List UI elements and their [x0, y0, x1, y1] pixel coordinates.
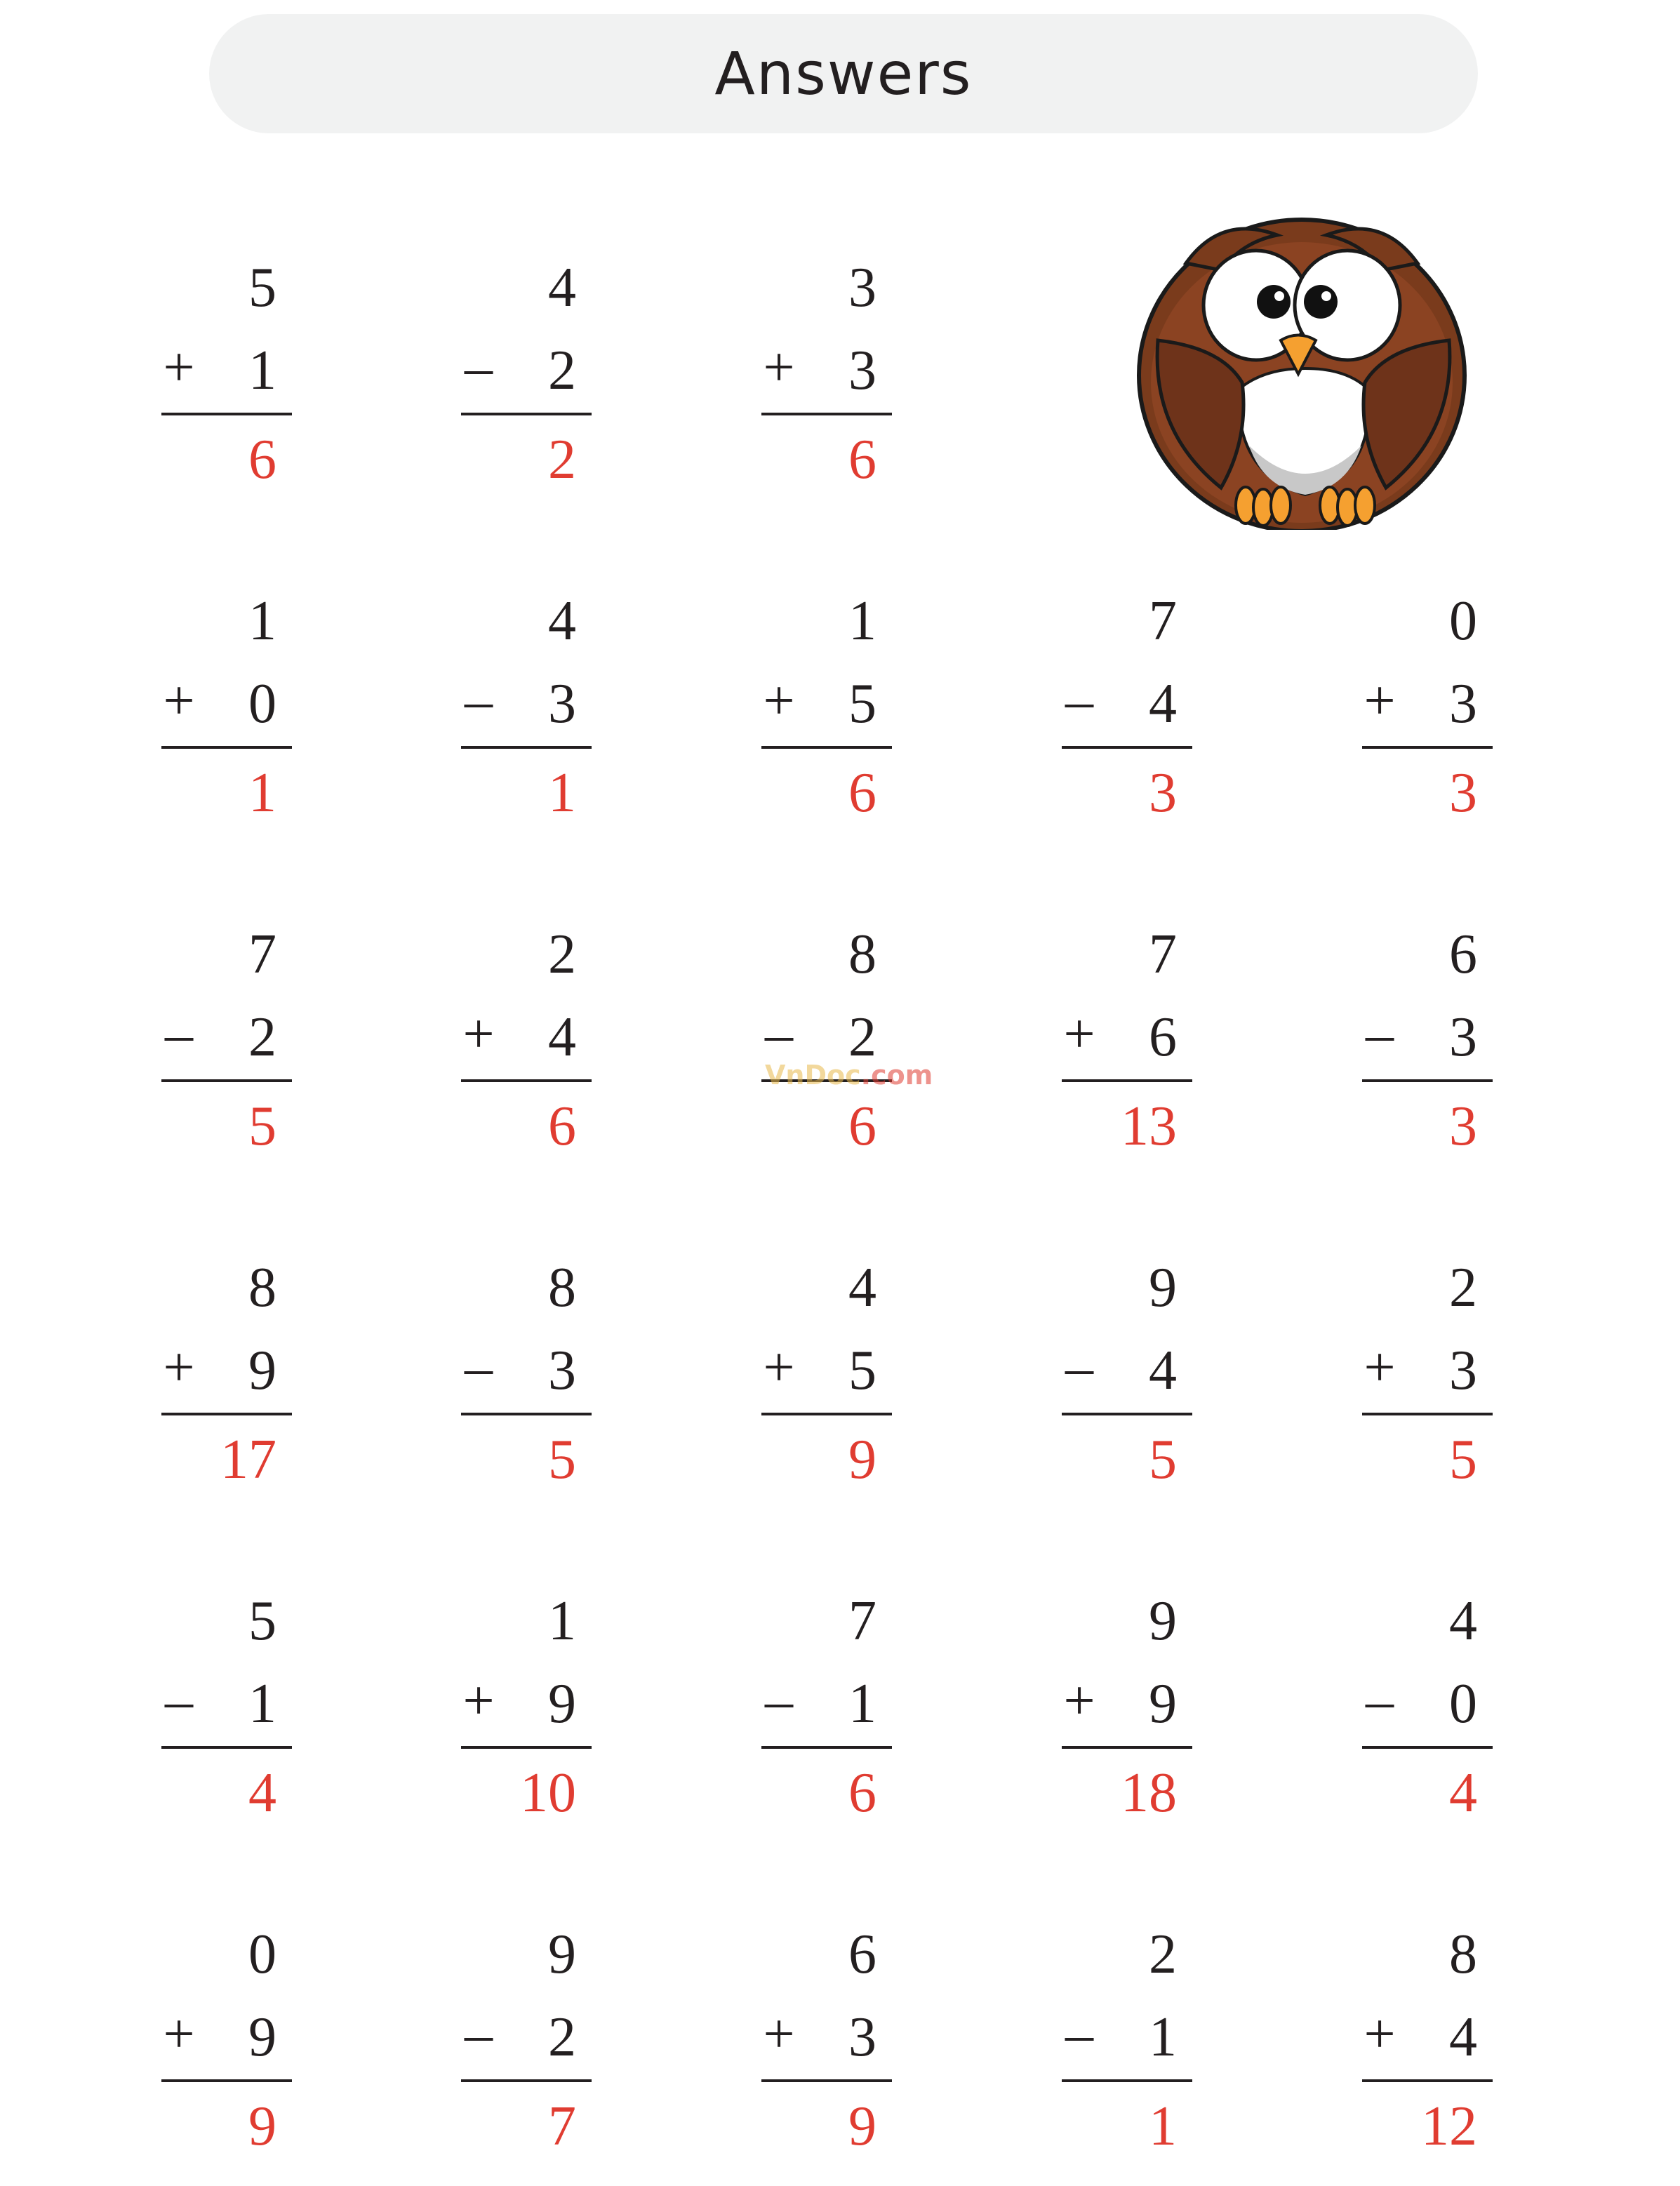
minus-sign: –	[465, 670, 493, 732]
sum-line	[161, 1746, 292, 1749]
problem-8	[1362, 590, 1495, 853]
second-operand: 3	[1449, 673, 1477, 735]
first-operand: 1	[548, 1590, 576, 1652]
sum-line	[461, 413, 592, 415]
first-operand: 4	[848, 1257, 876, 1319]
first-operand: 5	[248, 257, 276, 319]
plus-sign: +	[462, 1004, 495, 1065]
first-operand: 4	[548, 590, 576, 652]
problem-15	[461, 1257, 594, 1519]
minus-sign: –	[465, 1337, 493, 1399]
problem-17	[1062, 1257, 1195, 1519]
answer: 1	[248, 762, 276, 824]
problem-9	[161, 926, 295, 1186]
answer: 13	[1121, 1095, 1177, 1157]
first-operand: 2	[1149, 1924, 1177, 1985]
second-operand: 3	[848, 2006, 876, 2068]
plus-sign: +	[163, 2004, 195, 2065]
second-operand: 1	[248, 1673, 276, 1735]
sum-line	[761, 746, 892, 749]
minus-sign: –	[465, 2004, 493, 2065]
sum-line	[461, 746, 592, 749]
plus-sign: +	[763, 1337, 795, 1399]
problem-27	[1062, 1926, 1195, 2186]
plus-sign: +	[1063, 1004, 1095, 1065]
sum-line	[761, 2079, 892, 2082]
second-operand: 3	[548, 1340, 576, 1401]
problem-7	[1062, 590, 1195, 853]
second-operand: 5	[848, 673, 876, 735]
problem-14	[161, 1257, 295, 1519]
watermark	[765, 1060, 933, 1091]
sum-line	[1362, 1413, 1493, 1415]
problem-22	[1062, 1590, 1195, 1853]
answer: 17	[220, 1429, 276, 1491]
problem-13	[1362, 926, 1495, 1186]
problem-2	[461, 257, 594, 519]
sum-line	[1062, 1746, 1192, 1749]
second-operand: 9	[1149, 1673, 1177, 1735]
plus-sign: +	[1364, 1337, 1396, 1399]
plus-sign: +	[1364, 2004, 1396, 2065]
sum-line	[1062, 2079, 1192, 2082]
second-operand: 9	[248, 1340, 276, 1401]
first-operand: 2	[548, 924, 576, 985]
minus-sign: –	[1065, 670, 1093, 732]
sum-line	[461, 1079, 592, 1082]
answer: 9	[248, 2095, 276, 2157]
answer: 12	[1421, 2095, 1477, 2157]
answer: 6	[248, 429, 276, 491]
answer: 6	[848, 1762, 876, 1824]
answer: 6	[848, 429, 876, 491]
answer: 5	[248, 1095, 276, 1157]
second-operand: 1	[848, 1673, 876, 1735]
second-operand: 2	[548, 340, 576, 401]
second-operand: 3	[548, 673, 576, 735]
second-operand: 5	[848, 1340, 876, 1401]
first-operand: 9	[548, 1924, 576, 1985]
answer: 4	[248, 1762, 276, 1824]
first-operand: 4	[548, 257, 576, 319]
problem-11	[761, 926, 895, 1186]
second-operand: 9	[548, 1673, 576, 1735]
answer: 18	[1121, 1762, 1177, 1824]
answer: 5	[1449, 1429, 1477, 1491]
sum-line	[761, 1413, 892, 1415]
sum-line	[1062, 1079, 1192, 1082]
first-operand: 2	[1449, 1257, 1477, 1319]
second-operand: 3	[1449, 1340, 1477, 1401]
answer: 6	[848, 1095, 876, 1157]
first-operand: 9	[1149, 1257, 1177, 1319]
second-operand: 0	[248, 673, 276, 735]
sum-line	[761, 413, 892, 415]
minus-sign: –	[1366, 1004, 1394, 1065]
problem-28	[1362, 1926, 1495, 2186]
owl-icon	[1137, 207, 1474, 530]
problem-3	[761, 257, 895, 519]
first-operand: 8	[1449, 1924, 1477, 1985]
answer: 7	[548, 2095, 576, 2157]
plus-sign: +	[763, 337, 795, 399]
second-operand: 2	[848, 1006, 876, 1068]
first-operand: 1	[248, 590, 276, 652]
minus-sign: –	[765, 1004, 793, 1065]
watermark-suffix: .com	[860, 1060, 933, 1091]
first-operand: 3	[848, 257, 876, 319]
answer: 2	[548, 429, 576, 491]
sum-line	[161, 746, 292, 749]
plus-sign: +	[163, 1337, 195, 1399]
answer: 6	[848, 762, 876, 824]
problem-19	[161, 1590, 295, 1853]
first-operand: 7	[248, 924, 276, 985]
minus-sign: –	[1065, 1337, 1093, 1399]
problem-6	[761, 590, 895, 853]
sum-line	[161, 1413, 292, 1415]
second-operand: 1	[248, 340, 276, 401]
sum-line	[1362, 746, 1493, 749]
problem-25	[461, 1926, 594, 2186]
sum-line	[461, 1746, 592, 1749]
problem-12	[1062, 926, 1195, 1186]
problem-16	[761, 1257, 895, 1519]
second-operand: 3	[1449, 1006, 1477, 1068]
answer: 1	[548, 762, 576, 824]
watermark-brand: VnDoc	[765, 1060, 861, 1091]
sum-line	[161, 1079, 292, 1082]
problem-5	[461, 590, 594, 853]
second-operand: 6	[1149, 1006, 1177, 1068]
answer: 5	[1149, 1429, 1177, 1491]
sum-line	[1362, 2079, 1493, 2082]
minus-sign: –	[765, 1670, 793, 1732]
first-operand: 8	[248, 1257, 276, 1319]
minus-sign: –	[165, 1004, 193, 1065]
sum-line	[161, 413, 292, 415]
problem-23	[1362, 1590, 1495, 1853]
second-operand: 3	[848, 340, 876, 401]
second-operand: 1	[1149, 2006, 1177, 2068]
first-operand: 1	[848, 590, 876, 652]
answer: 3	[1149, 762, 1177, 824]
plus-sign: +	[763, 2004, 795, 2065]
problem-24	[161, 1926, 295, 2186]
answer: 4	[1449, 1762, 1477, 1824]
minus-sign: –	[165, 1670, 193, 1732]
problem-26	[761, 1926, 895, 2186]
second-operand: 2	[248, 1006, 276, 1068]
second-operand: 2	[548, 2006, 576, 2068]
problem-20	[461, 1590, 594, 1853]
minus-sign: –	[1065, 2004, 1093, 2065]
sum-line	[1362, 1079, 1493, 1082]
minus-sign: –	[1366, 1670, 1394, 1732]
first-operand: 7	[848, 1590, 876, 1652]
problem-4	[161, 590, 295, 853]
first-operand: 8	[548, 1257, 576, 1319]
sum-line	[1062, 746, 1192, 749]
sum-line	[161, 2079, 292, 2082]
plus-sign: +	[763, 670, 795, 732]
answer: 10	[520, 1762, 576, 1824]
sum-line	[461, 1413, 592, 1415]
first-operand: 0	[1449, 590, 1477, 652]
first-operand: 6	[848, 1924, 876, 1985]
second-operand: 4	[1449, 2006, 1477, 2068]
plus-sign: +	[462, 1670, 495, 1732]
minus-sign: –	[465, 337, 493, 399]
first-operand: 7	[1149, 590, 1177, 652]
answer: 3	[1449, 762, 1477, 824]
first-operand: 8	[848, 924, 876, 985]
answer: 9	[848, 1429, 876, 1491]
answer: 1	[1149, 2095, 1177, 2157]
plus-sign: +	[1364, 670, 1396, 732]
plus-sign: +	[163, 670, 195, 732]
problem-10	[461, 926, 594, 1186]
second-operand: 9	[248, 2006, 276, 2068]
first-operand: 0	[248, 1924, 276, 1985]
second-operand: 0	[1449, 1673, 1477, 1735]
first-operand: 7	[1149, 924, 1177, 985]
plus-sign: +	[1063, 1670, 1095, 1732]
sum-line	[761, 1746, 892, 1749]
answer: 5	[548, 1429, 576, 1491]
page-title: Answers	[714, 39, 973, 108]
problem-18	[1362, 1257, 1495, 1519]
answer: 3	[1449, 1095, 1477, 1157]
first-operand: 9	[1149, 1590, 1177, 1652]
first-operand: 4	[1449, 1590, 1477, 1652]
second-operand: 4	[1149, 673, 1177, 735]
answer: 9	[848, 2095, 876, 2157]
answer: 6	[548, 1095, 576, 1157]
problem-1	[161, 257, 295, 519]
sum-line	[1362, 1746, 1493, 1749]
second-operand: 4	[548, 1006, 576, 1068]
second-operand: 4	[1149, 1340, 1177, 1401]
sum-line	[1062, 1413, 1192, 1415]
first-operand: 6	[1449, 924, 1477, 985]
first-operand: 5	[248, 1590, 276, 1652]
problem-21	[761, 1590, 895, 1853]
sum-line	[461, 2079, 592, 2082]
plus-sign: +	[163, 337, 195, 399]
